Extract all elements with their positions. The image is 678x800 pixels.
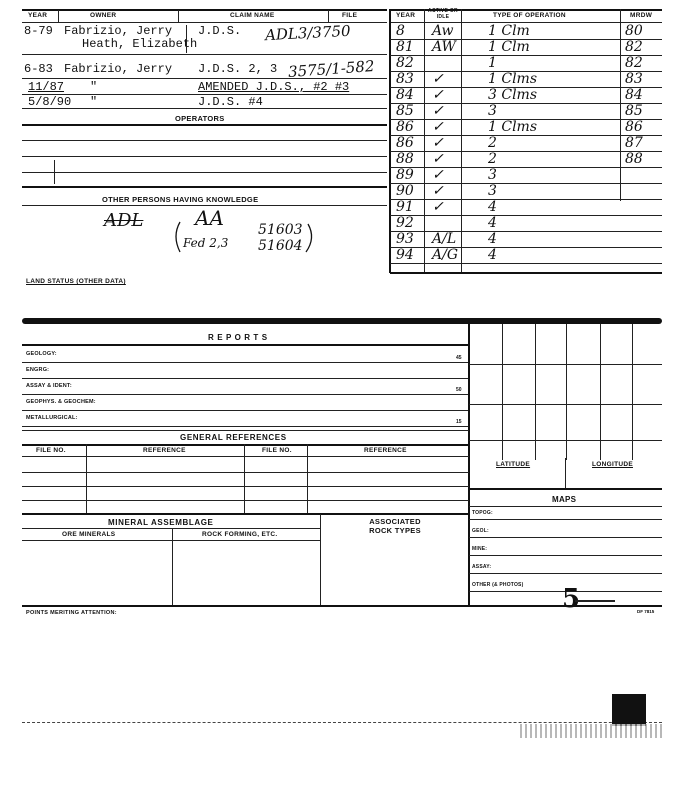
- claim-owner: Heath, Elizabeth: [82, 37, 198, 51]
- report-row-line: [22, 378, 469, 379]
- ref-col-file-no: FILE NO.: [36, 447, 66, 454]
- claim-year: 8-79: [24, 24, 53, 38]
- activity-type: 4: [488, 247, 497, 263]
- activity-type: 1 Clm: [488, 39, 530, 55]
- report-row-line: [22, 362, 469, 363]
- other-persons-note: AA: [195, 206, 224, 230]
- activity-year: 93: [396, 231, 414, 247]
- activity-type: 1: [488, 55, 497, 71]
- activity-status: ✓: [432, 87, 444, 103]
- form-code: DF 7815: [637, 609, 655, 614]
- activity-mrdw: 86: [625, 119, 643, 135]
- latitude-label: LATITUDE: [496, 461, 531, 468]
- activity-type: 1 Clms: [488, 119, 538, 135]
- scan-artifact-line: [22, 722, 662, 723]
- activity-type: 1 Clms: [488, 71, 538, 87]
- activity-type: 4: [488, 231, 497, 247]
- activity-year: 83: [396, 71, 414, 87]
- activity-status: ✓: [432, 167, 444, 183]
- header-active-idle: ACTIVE OR IDLE: [428, 8, 458, 20]
- claim-file: ADL3/3750: [264, 21, 352, 45]
- activity-type: 2: [488, 135, 497, 151]
- other-persons-note: 51603: [258, 222, 303, 238]
- header-type-of-operation: TYPE OF OPERATION: [493, 12, 566, 19]
- header-file: FILE: [342, 12, 358, 19]
- activity-status: AW: [432, 39, 456, 55]
- claim-year: 11/87: [28, 80, 65, 94]
- activity-year: 81: [396, 39, 414, 55]
- activity-year: 84: [396, 87, 414, 103]
- activity-mrdw: 88: [625, 151, 643, 167]
- report-row-number: 50: [456, 387, 462, 393]
- activity-type: 2: [488, 151, 497, 167]
- report-row-label: METALLURGICAL:: [26, 415, 78, 421]
- activity-mrdw: 82: [625, 39, 643, 55]
- activity-row-line: [390, 215, 662, 216]
- map-row-line: [469, 519, 662, 520]
- map-row-label: TOPOG:: [472, 510, 493, 516]
- mineral-assemblage-title: MINERAL ASSEMBLAGE: [108, 518, 214, 527]
- activity-year: 85: [396, 103, 414, 119]
- activity-status: A/L: [432, 231, 457, 247]
- reports-title: R E P O R T S: [208, 333, 268, 342]
- map-row-line: [469, 537, 662, 538]
- activity-mrdw: 87: [625, 135, 643, 151]
- map-row-line: [469, 555, 662, 556]
- report-row-label: GEOPHYS. & GEOCHEM:: [26, 399, 96, 405]
- report-row-line: [22, 426, 469, 427]
- activity-year: 91: [396, 199, 414, 215]
- activity-row-line: [390, 103, 662, 104]
- activity-row-line: [390, 183, 662, 184]
- activity-status: ✓: [432, 135, 444, 151]
- header-claim-name: CLAIM NAME: [230, 12, 275, 19]
- longitude-label: LONGITUDE: [592, 461, 633, 468]
- activity-year: 92: [396, 215, 414, 231]
- maps-title: MAPS: [552, 495, 577, 504]
- activity-year: 88: [396, 151, 414, 167]
- general-references-title: GENERAL REFERENCES: [180, 433, 287, 442]
- activity-mrdw: 82: [625, 55, 643, 71]
- other-persons-label: OTHER PERSONS HAVING KNOWLEDGE: [102, 195, 259, 204]
- points-meriting-attention: POINTS MERITING ATTENTION:: [26, 610, 117, 616]
- activity-year: 82: [396, 55, 414, 71]
- land-status-label: LAND STATUS (OTHER DATA): [26, 278, 126, 285]
- claim-owner: ": [90, 80, 98, 94]
- other-persons-note: 51604: [258, 238, 303, 254]
- activity-status: ✓: [432, 151, 444, 167]
- claim-name: J.D.S. 2, 3: [198, 62, 278, 76]
- activity-year: 90: [396, 183, 414, 199]
- claim-owner: Fabrizio, Jerry: [64, 62, 173, 76]
- activity-year: 94: [396, 247, 414, 263]
- activity-mrdw: 83: [625, 71, 643, 87]
- claim-name: J.D.S.: [198, 24, 242, 38]
- activity-type: 4: [488, 199, 497, 215]
- map-row-label: OTHER (& PHOTOS): [472, 582, 524, 588]
- bracket-marks: [170, 218, 330, 258]
- activity-type: 3 Clms: [488, 87, 538, 103]
- activity-row-line: [390, 151, 662, 152]
- activity-status: Aw: [432, 23, 454, 39]
- report-row-label: GEOLOGY:: [26, 351, 57, 357]
- ore-minerals-label: ORE MINERALS: [62, 531, 116, 538]
- map-row-label: ASSAY:: [472, 564, 492, 570]
- activity-type: 1 Clm: [488, 23, 530, 39]
- activity-type: 3: [488, 183, 497, 199]
- rock-forming-label: ROCK FORMING, ETC.: [202, 531, 278, 538]
- claim-year: 6-83: [24, 62, 53, 76]
- ref-col-file-no: FILE NO.: [262, 447, 292, 454]
- map-row-line: [469, 573, 662, 574]
- header-year-activity: YEAR: [396, 12, 416, 19]
- map-row-label: GEOL:: [472, 528, 489, 534]
- claim-owner: ": [90, 95, 98, 109]
- map-row-label: MINE:: [472, 546, 488, 552]
- activity-status: ✓: [432, 119, 444, 135]
- operators-label: OPERATORS: [175, 114, 225, 123]
- activity-row-line: [390, 231, 662, 232]
- claim-owner: Fabrizio, Jerry: [64, 24, 173, 38]
- associated-rock-types: ASSOCIATED ROCK TYPES: [369, 517, 421, 535]
- scan-artifact-block: [612, 694, 646, 726]
- report-row-label: ASSAY & IDENT:: [26, 383, 72, 389]
- claim-file: 3575/1-582: [287, 57, 376, 81]
- claim-name: J.D.S. #4: [198, 95, 263, 109]
- activity-type: 3: [488, 103, 497, 119]
- activity-type: 3: [488, 167, 497, 183]
- activity-type: 4: [488, 215, 497, 231]
- scan-artifact-noise: [520, 724, 662, 738]
- header-year: YEAR: [28, 12, 48, 19]
- activity-year: 86: [396, 135, 414, 151]
- activity-year: 86: [396, 119, 414, 135]
- activity-row-line: [390, 263, 662, 264]
- header-owner: OWNER: [90, 12, 117, 19]
- ref-col-reference: REFERENCE: [143, 447, 186, 454]
- activity-row-line: [390, 55, 662, 56]
- activity-row-line: [390, 135, 662, 136]
- report-row-label: ENGRG:: [26, 367, 50, 373]
- other-persons-note: Fed 2,3: [183, 236, 229, 250]
- activity-status: ✓: [432, 183, 444, 199]
- map-note: 5: [562, 584, 581, 614]
- activity-row-line: [390, 247, 662, 248]
- activity-row-line: [390, 167, 662, 168]
- report-row-number: 15: [456, 419, 462, 425]
- other-persons-note: ADL: [104, 210, 144, 231]
- claim-year: 5/8/90: [28, 95, 72, 109]
- activity-year: 8: [396, 23, 405, 39]
- ref-col-reference: REFERENCE: [364, 447, 407, 454]
- activity-status: ✓: [432, 199, 444, 215]
- header-mrdw: MRDW: [630, 12, 653, 19]
- claim-name: AMENDED J.D.S., #2 #3: [198, 80, 350, 94]
- activity-mrdw: 85: [625, 103, 643, 119]
- activity-status: ✓: [432, 103, 444, 119]
- activity-year: 89: [396, 167, 414, 183]
- activity-row-line: [390, 199, 662, 200]
- activity-mrdw: 80: [625, 23, 643, 39]
- report-row-line: [22, 394, 469, 395]
- activity-status: ✓: [432, 71, 444, 87]
- report-row-line: [22, 410, 469, 411]
- activity-mrdw: 84: [625, 87, 643, 103]
- activity-status: A/G: [432, 247, 459, 263]
- report-row-number: 45: [456, 355, 462, 361]
